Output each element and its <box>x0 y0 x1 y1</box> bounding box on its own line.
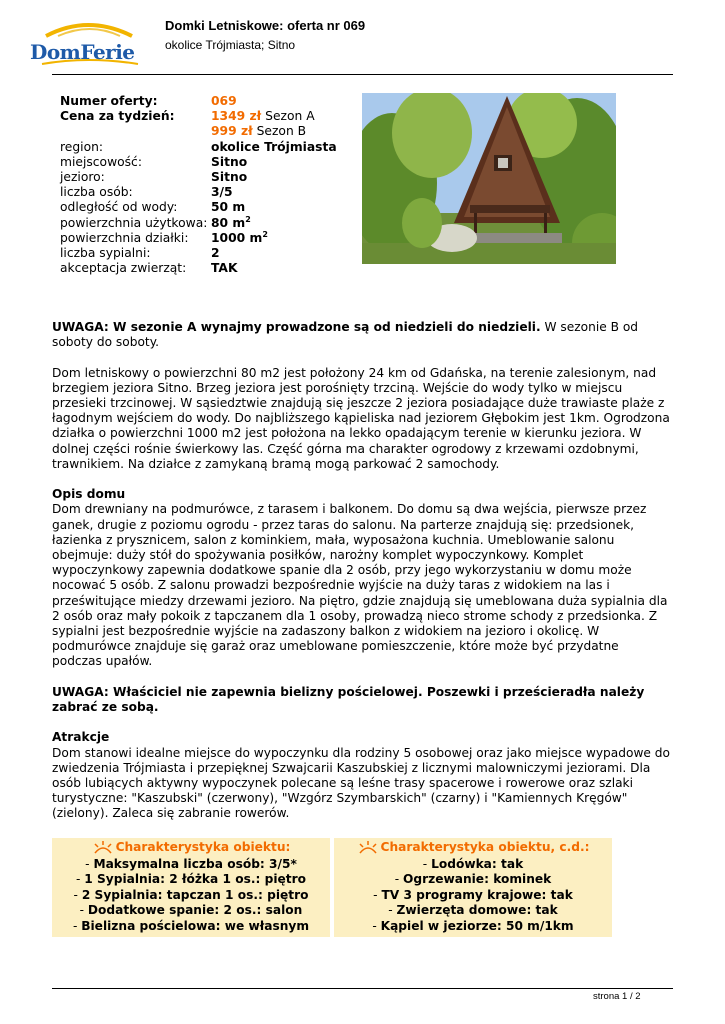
plot-row <box>60 231 337 246</box>
features-left-title-row <box>52 838 330 857</box>
page-title: Domki Letniskowe: oferta nr 069 <box>165 18 366 33</box>
season-notice <box>52 320 672 350</box>
town-value: Sitno <box>211 154 248 169</box>
house-heading: Opis domu <box>52 487 126 502</box>
lake-value: Sitno <box>211 169 248 184</box>
list-item: - 2 Sypialnia: tapczan 1 os.: piętro <box>73 887 309 902</box>
sun-icon <box>357 840 379 854</box>
region-label: region: <box>60 139 104 154</box>
price-a-value: 1349 zł <box>211 109 262 124</box>
house-photo-image <box>362 93 616 264</box>
offer-number-label: Numer oferty: <box>60 94 158 108</box>
offer-info-table <box>60 94 337 276</box>
persons-value: 3/5 <box>211 185 233 200</box>
page-header <box>28 10 673 74</box>
price-a-season: Sezon A <box>265 109 315 124</box>
features-left-list <box>52 857 330 934</box>
area-unit-sup: 2 <box>245 214 251 224</box>
bedrooms-value: 2 <box>211 245 220 260</box>
features-left-title: Charakterystyka obiektu: <box>115 840 291 854</box>
price-b-season: Sezon B <box>256 124 307 139</box>
persons-label: liczba osób: <box>60 185 133 200</box>
pets-row <box>60 261 337 276</box>
list-item: - Zwierzęta domowe: tak <box>388 903 558 918</box>
bedrooms-row <box>60 246 337 261</box>
price-b-value: 999 zł <box>211 124 253 139</box>
logo-text: DomFerie <box>30 40 135 64</box>
price-b-row <box>60 124 337 139</box>
lake-row <box>60 170 337 185</box>
season-notice-rest: W sezonie B od soboty do soboty. <box>52 320 639 350</box>
offer-number-row <box>60 94 337 109</box>
distance-value: 50 m <box>211 200 246 215</box>
house-paragraph: Dom drewniany na podmurówce, z tarasem i balkonem. Do domu są dwa wejścia, pierwsze przez ganek, drugie z poziomu ogrodu - przez taras do salonu. Na parterze znajdują się: przedsionek, łazienka z prysznicem, salon z kominkiem, mała, wyposażona kuchnia. Umeblowanie salonu obejmuje: duży stół do spożywania posiłków, narożny komplet wypoczynkowy. Komplet wypoczynkowy zapewnia dodatkowe spanie dla 2 osób, przy jego wykorzystaniu w domu może nocować 5 osób. Z salonu prowadzi bezpośrednie wyjście na duży taras z widokiem na las i prześwitujące miedzy drzewami jezioro. Na piętro, gdzie znajdują się umeblowana duża sypialnia dla 2 osób oraz mały pokoik z tapczanem dla 1 osoby, prowadzą nieco strome schody z przedsionka. Z sypialni jest bezpośrednie wyjście na zadaszony balkon z widokiem na jezioro i okolicę. W podmurówce znajduje się garaż oraz umeblowane pomieszczenie, które może być przydatne podczas upałów. <box>52 502 668 669</box>
area-value: 80 m <box>211 215 246 230</box>
list-item: - Maksymalna liczba osób: 3/5* <box>85 857 297 871</box>
list-item: - Dodatkowe spanie: 2 os.: salon <box>79 903 303 918</box>
price-label: Cena za tydzień: <box>60 109 175 124</box>
header-divider <box>52 74 673 75</box>
features-right-list <box>334 857 612 934</box>
bedrooms-label: liczba sypialni: <box>60 245 151 260</box>
page-subtitle: okolice Trójmiasta; Sitno <box>165 38 296 52</box>
footer-divider <box>52 988 673 989</box>
features-right-title-row <box>334 838 612 857</box>
features-box-right <box>334 838 612 937</box>
attractions-section <box>52 730 672 821</box>
attractions-heading: Atrakcje <box>52 730 110 745</box>
domferie-logo[interactable] <box>28 14 153 70</box>
plot-label: powierzchnia działki: <box>60 230 189 245</box>
offer-number-value: 069 <box>211 94 237 108</box>
list-item: - TV 3 programy krajowe: tak <box>373 887 573 902</box>
area-label: powierzchnia użytkowa: <box>60 215 208 230</box>
price-row <box>60 109 337 124</box>
offer-description <box>52 320 672 837</box>
description-paragraph: Dom letniskowy o powierzchni 80 m2 jest położony 24 km od Gdańska, na terenie zalesionym, nad brzegiem jeziora Sitno. Brzeg jeziora jest porośnięty trzciną. Wejście do wody tylko w miejscu przesieki trzcinowej. W sąsiedztwie znajdują się jeszcze 2 jeziora posiadające duże trawiaste plaże z łagodnym wejściem do wody. Do najbliższego kąpieliska nad jeziorem Głębokim jest 1km. Ogrodzona działka o powierzchni 1000 m2 jest położona na lekko opadającym terenie w kierunku jeziora. W dolnej części rośnie świerkowy las. Część górna ma charakter ogrodowy z krzewami ozdobnymi, trawnikiem. Na działce z zamykaną bramą mogą parkować 2 samochody. <box>52 365 670 471</box>
region-value: okolice Trójmiasta <box>211 139 337 154</box>
area-row <box>60 216 337 231</box>
list-item: - Kąpiel w jeziorze: 50 m/1km <box>372 918 574 933</box>
house-photo <box>362 93 616 264</box>
persons-row <box>60 185 337 200</box>
region-row <box>60 140 337 155</box>
sun-icon <box>92 840 114 854</box>
list-item: - Bielizna pościelowa: we własnym <box>72 918 310 933</box>
house-section <box>52 487 672 669</box>
list-item: - 1 Sypialnia: 2 łóżka 1 os.: piętro <box>76 872 306 887</box>
list-item: - Ogrzewanie: kominek <box>394 872 552 887</box>
season-notice-bold: UWAGA: W sezonie A wynajmy prowadzone są od niedzieli do niedzieli. <box>52 320 541 334</box>
features-box-left <box>52 838 330 937</box>
features-right-title: Charakterystyka obiektu, c.d.: <box>380 840 590 854</box>
attractions-paragraph: Dom stanowi idealne miejsce do wypoczynku dla rodziny 5 osobowej oraz jako miejsce wypadowe do zwiedzenia Trójmiasta i przepięknej Szwajcarii Kaszubskiej z licznymi malowniczymi jeziorami. Dla osób lubiących aktywny wypoczynek polecane są leśne trasy spacerowe i rowerowe oraz szlaki turystyczne: "Kaszubski" (czerwony), "Wzgórz Szymbarskich" (czarny) i "Kamiennych Kręgów" (zielony). Zaleca się zabranie rowerów. <box>52 745 670 821</box>
distance-row <box>60 200 337 215</box>
bedding-notice: UWAGA: Właściciel nie zapewnia bielizny pościelowej. Poszewki i prześcieradła należy zabrać ze sobą. <box>52 684 645 715</box>
plot-unit-sup: 2 <box>262 229 268 239</box>
town-row <box>60 155 337 170</box>
plot-value: 1000 m <box>211 230 263 245</box>
list-item: - Lodówka: tak <box>422 857 524 871</box>
lake-label: jezioro: <box>60 169 105 184</box>
pets-value: TAK <box>211 261 238 276</box>
town-label: miejscowość: <box>60 154 142 169</box>
pets-label: akceptacja zwierząt: <box>60 261 187 276</box>
page-number: strona 1 / 2 <box>593 991 641 1002</box>
distance-label: odległość od wody: <box>60 200 178 215</box>
